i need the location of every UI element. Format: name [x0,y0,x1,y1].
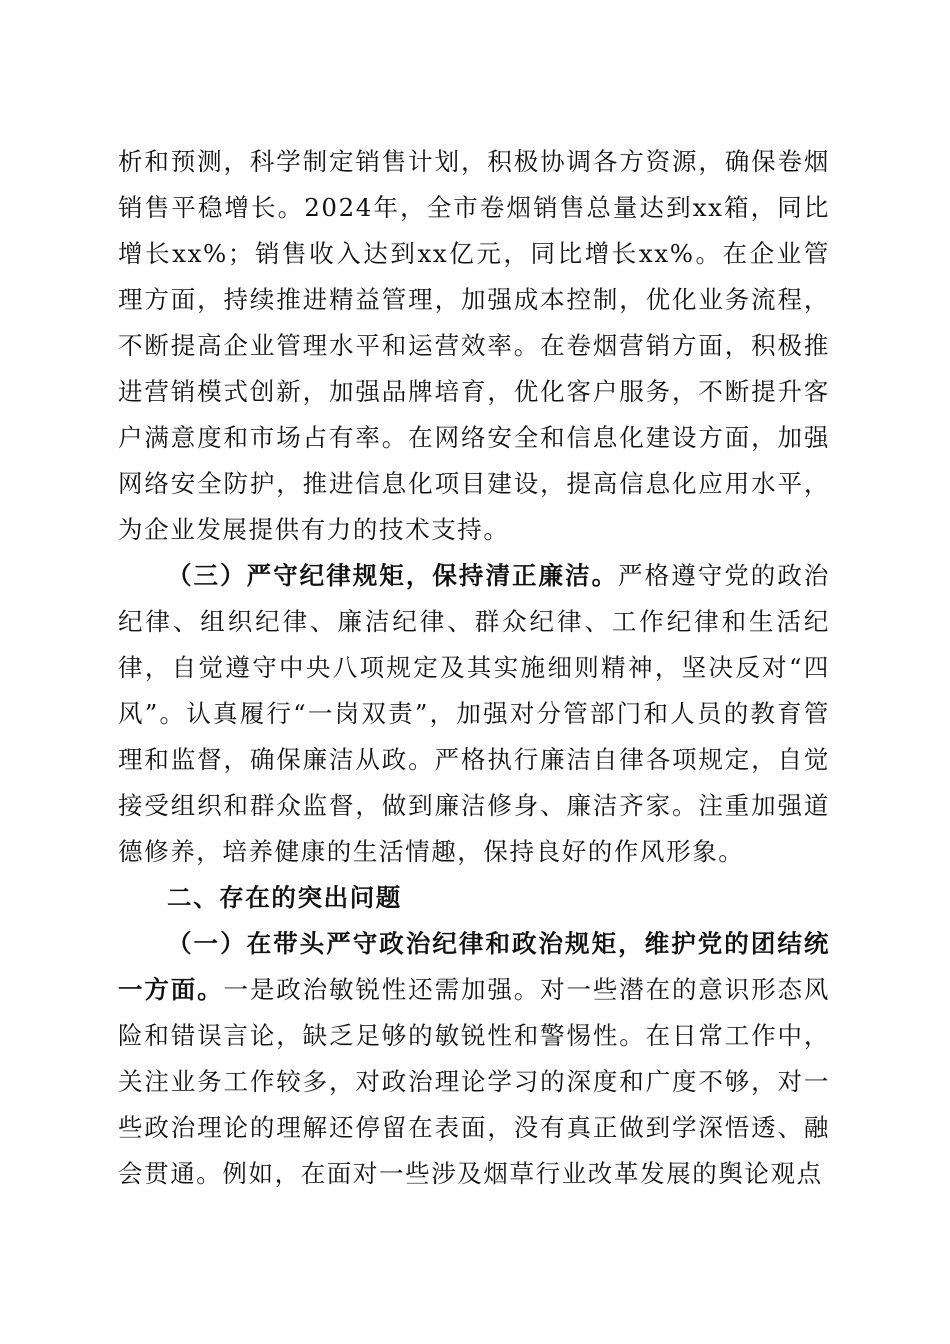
paragraph-political-discipline-lead: （一）在带头严守政治纪律和政治规矩，维护党的团结统一方面。 [118,929,830,1004]
document-body [118,139,830,1197]
paragraph-political-discipline [118,921,830,1197]
paragraph-political-discipline-body: 一是政治敏锐性还需加强。对一些潜在的意识形态风险和错误言论，缺乏足够的敏锐性和警惕性。在日常工作中，关注业务工作较多，对政治理论学习的深度和广度不够，对一些政治理论的理解还停留在表面，没有真正做到学深悟透、融会贯通。例如，在面对一些涉及烟草行业改革发展的舆论观点 [118,975,830,1188]
paragraph-discipline-body: 严格遵守党的政治纪律、组织纪律、廉洁纪律、群众纪律、工作纪律和生活纪律，自觉遵守中央八项规定及其实施细则精神，坚决反对“四风”。认真履行“一岗双责”，加强对分管部门和人员的教育管理和监督，确保廉洁从政。严格执行廉洁自律各项规定，自觉接受组织和群众监督，做到廉洁修身、廉洁齐家。注重加强道德修养，培养健康的生活情趣，保持良好的作风形象。 [118,561,830,866]
paragraph-discipline [118,553,830,875]
paragraph-sales-and-management: 析和预测，科学制定销售计划，积极协调各方资源，确保卷烟销售平稳增长。2024年，全市卷烟销售总量达到xx箱，同比增长xx%；销售收入达到xx亿元，同比增长xx%。在企业管理方面，持续推进精益管理，加强成本控制，优化业务流程，不断提高企业管理水平和运营效率。在卷烟营销方面，积极推进营销模式创新，加强品牌培育，优化客户服务，不断提升客户满意度和市场占有率。在网络安全和信息化建设方面，加强网络安全防护，推进信息化项目建设，提高信息化应用水平，为企业发展提供有力的技术支持。 [118,147,830,544]
paragraph-discipline-lead: （三）严守纪律规矩，保持清正廉洁。 [167,561,619,590]
section-heading-problems: 二、存在的突出问题 [167,883,402,912]
